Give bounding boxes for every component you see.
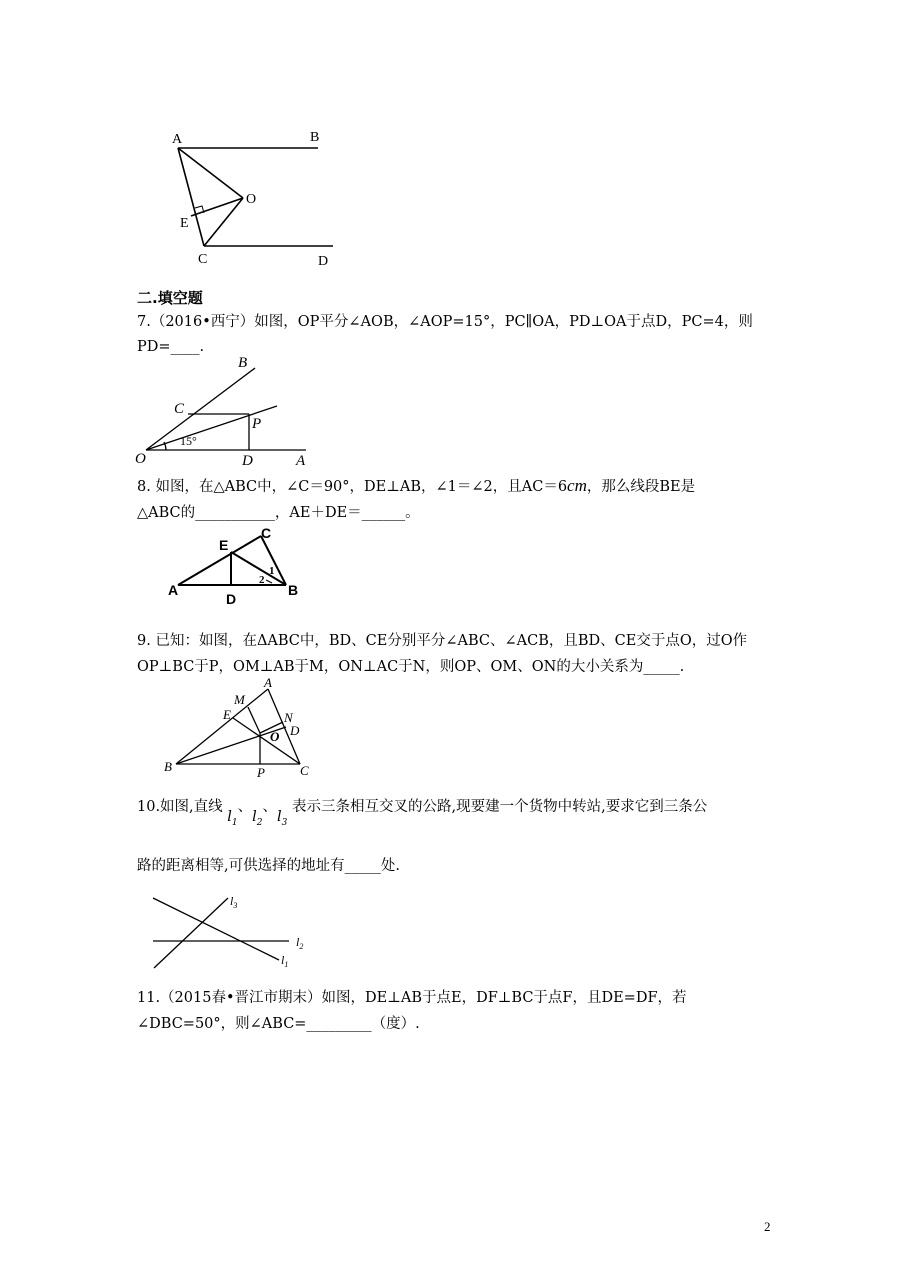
fig6-label-O: O	[246, 192, 257, 207]
fig7-label-O: O	[135, 451, 146, 467]
fig9-label-M: M	[234, 692, 245, 707]
q8-line2: △ABC的___________，AE＋DE＝______。	[137, 505, 420, 521]
fig10-label-l2: $l_2$	[296, 935, 304, 951]
fig9-label-E: E	[223, 707, 231, 722]
fig9-label-D: D	[290, 723, 300, 738]
fig8-label-1: 1	[269, 565, 275, 577]
fig9-label-A: A	[264, 675, 272, 690]
q10-line1-b: 表示三条相互交叉的公路,现要建一个货物中转站,要求它到三条公	[292, 799, 708, 815]
fig9-label-N: N	[284, 710, 293, 725]
q10-line1	[137, 797, 707, 833]
fig6-label-E: E	[180, 216, 189, 231]
fig7-label-B: B	[238, 355, 248, 371]
q10-line1-a: 10.如图,直线	[137, 799, 223, 815]
q10-l1: $l_1$	[227, 809, 238, 828]
fig8-label-B: B	[288, 582, 299, 598]
fig9-label-B: B	[164, 759, 172, 774]
section-heading: 二.填空题	[137, 289, 203, 307]
q11-line2: ∠DBC=50°，则∠ABC=_________（度）.	[137, 1016, 420, 1032]
fig9-label-P: P	[257, 765, 265, 780]
q8-unit: cm	[567, 476, 587, 495]
q10-l3: $l_3$	[277, 809, 288, 828]
q10-sep2: 、	[262, 799, 278, 815]
fig7-label-C: C	[174, 401, 185, 417]
q10-line2: 路的距离相等,可供选择的地址有_____处.	[137, 858, 400, 874]
fig9-label-C: C	[300, 763, 309, 778]
page-number: 2	[764, 1219, 771, 1234]
fig6-label-A: A	[172, 132, 183, 147]
fig6-label-C: C	[198, 252, 208, 267]
fig8-label-2: 2	[259, 574, 265, 586]
q8-line1-b: ，那么线段BE是	[586, 479, 696, 495]
q10-l2: $l_2$	[252, 809, 263, 828]
fig6-label-B: B	[310, 130, 320, 145]
fig6-label-D: D	[318, 254, 329, 269]
fig10-label-l3: $l_3$	[230, 894, 238, 910]
fig8-label-D: D	[226, 591, 237, 607]
fig7-angle-label: 15°	[180, 434, 197, 448]
fig8-label-C: C	[261, 525, 272, 541]
fig8-label-A: A	[168, 582, 179, 598]
q8-line1-a: 8. 如图，在△ABC中，∠C＝90°，DE⊥AB，∠1＝∠2，且AC＝6	[137, 479, 568, 495]
fig7-label-A: A	[296, 453, 306, 469]
fig9-label-O: O	[270, 729, 280, 744]
q10-sep1: 、	[237, 799, 253, 815]
q9-line1: 9. 已知：如图，在ΔABC中，BD、CE分别平分∠ABC、∠ACB，且BD、CE交于点O，过O作	[137, 633, 748, 649]
q7-line1: 7.（2016•西宁）如图，OP平分∠AOB，∠AOP=15°，PC∥OA，PD⊥OA于点D，PC=4，则	[137, 314, 753, 330]
q8-line1	[137, 476, 695, 497]
fig8-label-E: E	[219, 537, 229, 553]
q11-line1: 11.（2015春•晋江市期末）如图，DE⊥AB于点E，DF⊥BC于点F，且DE=DF，若	[137, 990, 687, 1006]
q7-line2: PD=____.	[137, 339, 205, 355]
fig7-label-P: P	[252, 416, 262, 432]
fig10-label-l1: $l_1$	[281, 953, 289, 969]
fig7-label-D: D	[242, 453, 253, 469]
q9-line2: OP⊥BC于P，OM⊥AB于M，ON⊥AC于N，则OP、OM、ON的大小关系为_____.	[137, 659, 685, 675]
